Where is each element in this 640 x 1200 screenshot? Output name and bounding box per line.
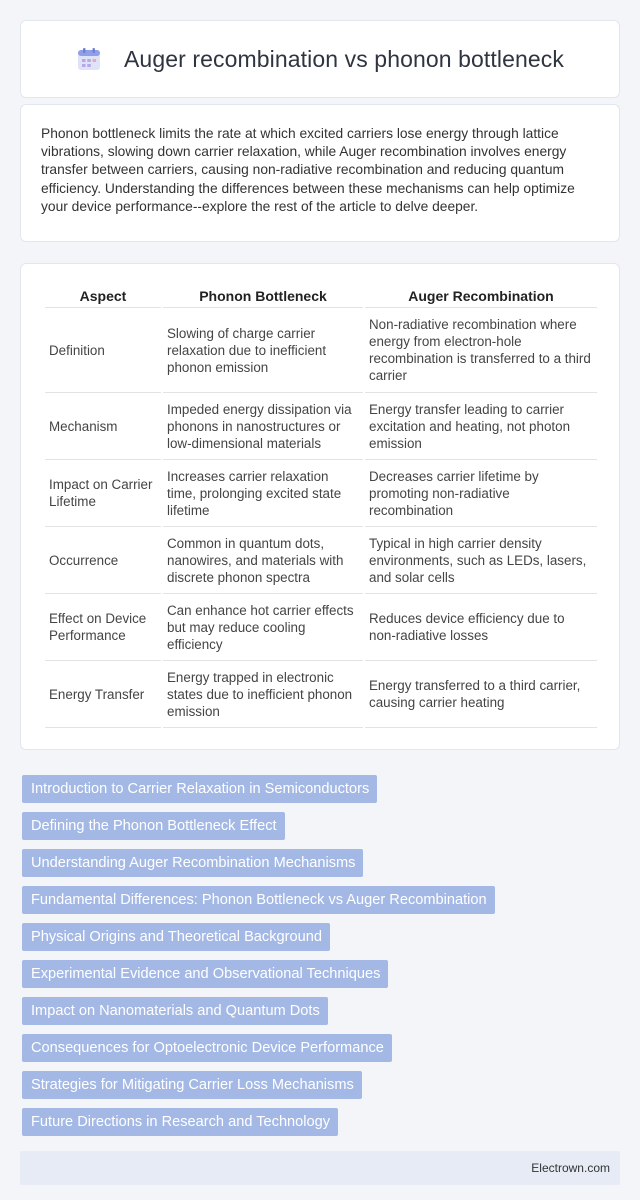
comparison-table-card: [20, 263, 620, 750]
toc-link[interactable]: Understanding Auger Recombination Mechanisms: [22, 849, 363, 877]
table-cell-aspect: Definition: [45, 308, 161, 393]
table-cell: Reduces device efficiency due to non-radiative losses: [365, 594, 597, 661]
table-of-contents: [22, 775, 622, 1145]
toc-link[interactable]: Strategies for Mitigating Carrier Loss Mechanisms: [22, 1071, 362, 1099]
toc-link[interactable]: Consequences for Optoelectronic Device Performance: [22, 1034, 392, 1062]
table-cell: Increases carrier relaxation time, prolonging excited state lifetime: [163, 460, 363, 527]
toc-link[interactable]: Fundamental Differences: Phonon Bottleneck vs Auger Recombination: [22, 886, 495, 914]
table-cell: Energy transferred to a third carrier, causing carrier heating: [365, 661, 597, 728]
table-cell-aspect: Occurrence: [45, 527, 161, 594]
toc-link[interactable]: Defining the Phonon Bottleneck Effect: [22, 812, 285, 840]
footer: [20, 1151, 620, 1185]
page-title: Auger recombination vs phonon bottleneck: [123, 45, 564, 72]
table-row: [45, 527, 597, 594]
toc-link[interactable]: Future Directions in Research and Technology: [22, 1108, 338, 1136]
table-row: [45, 661, 597, 728]
table-cell-aspect: Mechanism: [45, 393, 161, 460]
table-row: [45, 308, 597, 393]
table-cell-aspect: Impact on Carrier Lifetime: [45, 460, 161, 527]
table-cell: Impeded energy dissipation via phonons in nanostructures or low-dimensional materials: [163, 393, 363, 460]
toc-link[interactable]: Introduction to Carrier Relaxation in Semiconductors: [22, 775, 377, 803]
table-cell: Typical in high carrier density environments, such as LEDs, lasers, and solar cells: [365, 527, 597, 594]
table-row: [45, 393, 597, 460]
column-header: Aspect: [45, 282, 161, 308]
intro-card: [20, 104, 620, 242]
table-cell-aspect: Effect on Device Performance: [45, 594, 161, 661]
table-cell: Can enhance hot carrier effects but may reduce cooling efficiency: [163, 594, 363, 661]
comparison-table: [43, 282, 599, 728]
table-cell: Energy transfer leading to carrier excitation and heating, not photon emission: [365, 393, 597, 460]
table-cell: Decreases carrier lifetime by promoting non-radiative recombination: [365, 460, 597, 527]
footer-site-name: Electrown.com: [531, 1161, 610, 1175]
table-cell: Non-radiative recombination where energy from electron-hole recombination is transferred to a third carrier: [365, 308, 597, 393]
table-cell: Slowing of charge carrier relaxation due to inefficient phonon emission: [163, 308, 363, 393]
column-header: Phonon Bottleneck: [163, 282, 363, 308]
table-cell: Common in quantum dots, nanowires, and materials with discrete phonon spectra: [163, 527, 363, 594]
toc-link[interactable]: Impact on Nanomaterials and Quantum Dots: [22, 997, 328, 1025]
table-header-row: [45, 282, 597, 308]
intro-text: Phonon bottleneck limits the rate at which excited carriers lose energy through lattice vibrations, slowing down carrier relaxation, while Auger recombination involves energy transfer between carriers, causing non-radiative recombination and reducing quantum efficiency. Understanding the differences between these mechanisms can help optimize your device performance--explore the rest of the article to delve deeper.: [41, 126, 575, 214]
header-card: [20, 20, 620, 98]
table-row: [45, 460, 597, 527]
table-row: [45, 594, 597, 661]
column-header: Auger Recombination: [365, 282, 597, 308]
calendar-icon: [76, 46, 102, 72]
table-cell: Energy trapped in electronic states due to inefficient phonon emission: [163, 661, 363, 728]
toc-link[interactable]: Physical Origins and Theoretical Background: [22, 923, 330, 951]
toc-link[interactable]: Experimental Evidence and Observational Techniques: [22, 960, 388, 988]
table-cell-aspect: Energy Transfer: [45, 661, 161, 728]
